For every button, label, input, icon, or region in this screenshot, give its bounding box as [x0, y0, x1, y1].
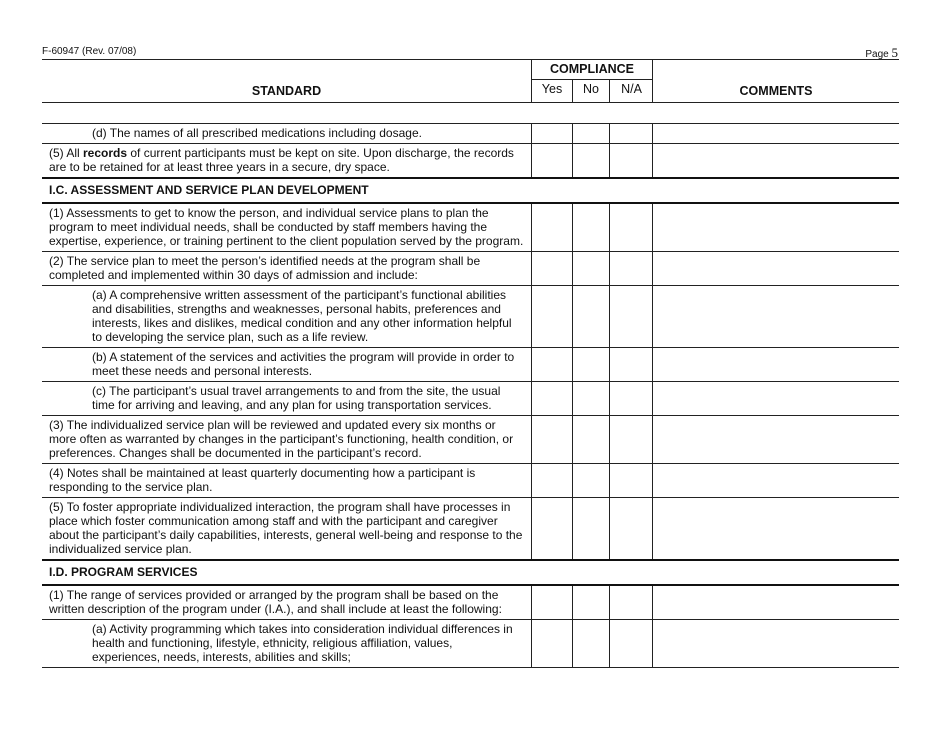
- comments-cell[interactable]: [652, 382, 899, 416]
- comments-cell[interactable]: [652, 498, 899, 561]
- na-checkbox[interactable]: [609, 620, 652, 668]
- na-checkbox[interactable]: [609, 498, 652, 561]
- comments-cell[interactable]: [652, 464, 899, 498]
- no-checkbox[interactable]: [572, 416, 609, 464]
- no-checkbox[interactable]: [572, 348, 609, 382]
- no-checkbox[interactable]: [572, 252, 609, 286]
- yes-checkbox[interactable]: [531, 348, 572, 382]
- table-row: [42, 464, 899, 498]
- yes-checkbox[interactable]: [531, 498, 572, 561]
- table-row: [42, 252, 899, 286]
- standard-column-header: STANDARD: [251, 84, 322, 98]
- compliance-column-group: [531, 59, 653, 103]
- no-checkbox[interactable]: [572, 286, 609, 348]
- na-checkbox[interactable]: [609, 382, 652, 416]
- yes-checkbox[interactable]: [531, 144, 572, 179]
- section-heading-row: [42, 560, 899, 585]
- yes-checkbox[interactable]: [531, 203, 572, 252]
- no-column-header: No: [573, 79, 610, 102]
- standard-text: (b) A statement of the services and activities the program will provide in order to meet these needs and personal interests.: [42, 348, 531, 382]
- na-checkbox[interactable]: [609, 464, 652, 498]
- table-row: [42, 620, 899, 668]
- no-checkbox[interactable]: [572, 382, 609, 416]
- no-checkbox[interactable]: [572, 144, 609, 179]
- standard-text: (4) Notes shall be maintained at least quarterly documenting how a participant is responding to the service plan.: [42, 464, 531, 498]
- standard-text: (5) All records of current participants must be kept on site. Upon discharge, the records are to be retained for at least three years in a secure, dry space.: [42, 144, 531, 179]
- standard-text: (a) A comprehensive written assessment of the participant’s functional abilities and disabilities, strengths and weaknesses, personal habits, preferences and interests, likes and dislikes, medical condition and any other information helpful to developing the service plan, such as a life review.: [42, 286, 531, 348]
- standard-text: (5) To foster appropriate individualized interaction, the program shall have processes in place which foster communication among staff and with the participant and caregiver about the participant’s daily capabilities, interests, general well-being and response to the individualized service plan.: [42, 498, 531, 561]
- standards-table: [42, 123, 899, 668]
- table-header: [42, 59, 899, 103]
- table-row: [42, 203, 899, 252]
- no-checkbox[interactable]: [572, 585, 609, 620]
- na-checkbox[interactable]: [609, 144, 652, 179]
- comments-cell[interactable]: [652, 620, 899, 668]
- standard-text: (a) Activity programming which takes into consideration individual differences in health and functioning, lifestyle, ethnicity, religious affiliation, values, experiences, needs, interests, abilities and skills;: [42, 620, 531, 668]
- comments-cell[interactable]: [652, 585, 899, 620]
- table-row: [42, 286, 899, 348]
- table-row: [42, 498, 899, 561]
- no-checkbox[interactable]: [572, 464, 609, 498]
- standard-text: (1) Assessments to get to know the person, and individual service plans to plan the program to meet individual needs, shall be conducted by staff members having the expertise, experience, or training pertinent to the client population served by the program.: [42, 203, 531, 252]
- table-row: [42, 585, 899, 620]
- no-checkbox[interactable]: [572, 620, 609, 668]
- standard-text: (d) The names of all prescribed medications including dosage.: [42, 124, 531, 144]
- section-heading-row: [42, 178, 899, 203]
- yes-checkbox[interactable]: [531, 124, 572, 144]
- table-row: [42, 382, 899, 416]
- comments-cell[interactable]: [652, 348, 899, 382]
- table-row: [42, 416, 899, 464]
- section-heading: I.C. ASSESSMENT AND SERVICE PLAN DEVELOPMENT: [42, 178, 899, 203]
- na-column-header: N/A: [621, 82, 642, 96]
- compliance-header: COMPLIANCE: [549, 62, 635, 76]
- no-checkbox[interactable]: [572, 203, 609, 252]
- standard-text: (2) The service plan to meet the person’s identified needs at the program shall be completed and implemented within 30 days of admission and include:: [42, 252, 531, 286]
- section-heading: I.D. PROGRAM SERVICES: [42, 560, 899, 585]
- yes-checkbox[interactable]: [531, 286, 572, 348]
- yes-checkbox[interactable]: [531, 416, 572, 464]
- table-row: [42, 144, 899, 179]
- table-row: [42, 348, 899, 382]
- comments-cell[interactable]: [652, 124, 899, 144]
- yes-checkbox[interactable]: [531, 464, 572, 498]
- page-number-value: 5: [891, 45, 898, 60]
- no-checkbox[interactable]: [572, 124, 609, 144]
- comments-cell[interactable]: [652, 144, 899, 179]
- comments-cell[interactable]: [652, 203, 899, 252]
- yes-checkbox[interactable]: [531, 620, 572, 668]
- records-emphasis: records: [83, 146, 128, 160]
- comments-cell[interactable]: [652, 252, 899, 286]
- comments-cell[interactable]: [652, 286, 899, 348]
- standard-text: (3) The individualized service plan will be reviewed and updated every six months or more often as warranted by changes in the participant’s functioning, health condition, or preferences. Changes shall be documented in the participant’s record.: [42, 416, 531, 464]
- comments-cell[interactable]: [652, 416, 899, 464]
- standard-text: (1) The range of services provided or arranged by the program shall be based on the written description of the program under (I.A.), and shall include at least the following:: [42, 585, 531, 620]
- yes-column-header: Yes: [532, 79, 573, 102]
- form-number: F-60947 (Rev. 07/08): [42, 46, 137, 57]
- na-checkbox[interactable]: [609, 585, 652, 620]
- yes-checkbox[interactable]: [531, 252, 572, 286]
- comments-column-header: COMMENTS: [739, 84, 813, 98]
- na-checkbox[interactable]: [609, 124, 652, 144]
- page-label: Page: [865, 49, 889, 60]
- na-checkbox[interactable]: [609, 203, 652, 252]
- no-checkbox[interactable]: [572, 498, 609, 561]
- yes-checkbox[interactable]: [531, 585, 572, 620]
- table-row: [42, 124, 899, 144]
- na-checkbox[interactable]: [609, 286, 652, 348]
- na-checkbox[interactable]: [609, 252, 652, 286]
- yes-checkbox[interactable]: [531, 382, 572, 416]
- na-checkbox[interactable]: [609, 416, 652, 464]
- standard-text: (c) The participant’s usual travel arrangements to and from the site, the usual time for arriving and leaving, and any plan for using transportation services.: [42, 382, 531, 416]
- na-checkbox[interactable]: [609, 348, 652, 382]
